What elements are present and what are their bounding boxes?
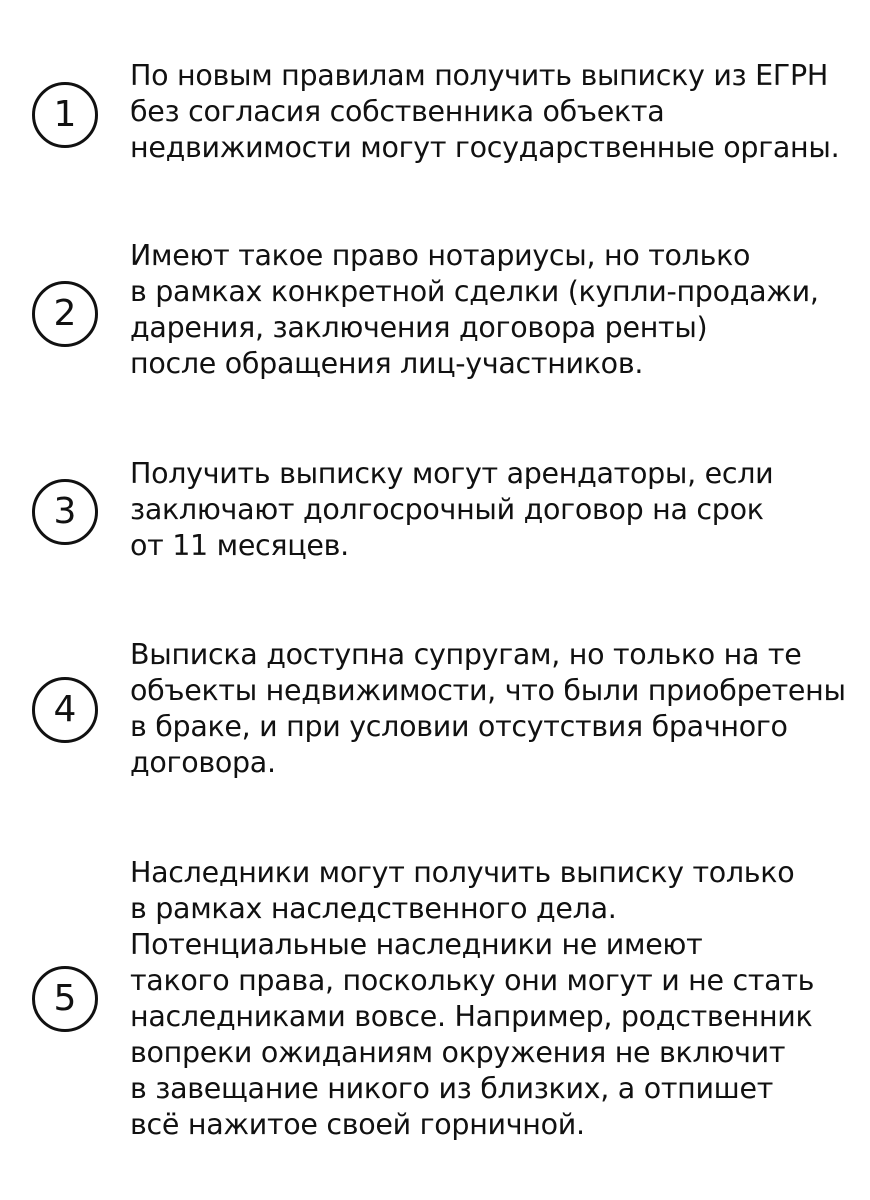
text-line: объекты недвижимости, что были приобретены xyxy=(130,674,846,707)
text-line: без согласия собственника объекта xyxy=(130,95,665,128)
text-line: вопреки ожиданиям окружения не включит xyxy=(130,1036,786,1069)
number-circle-2: 2 xyxy=(32,281,98,347)
text-line: Выписка доступна супругам, но только на те xyxy=(130,638,802,671)
number-circle-1: 1 xyxy=(32,82,98,148)
text-line: Получить выписку могут арендаторы, если xyxy=(130,457,774,490)
text-line: такого права, поскольку они могут и не стать xyxy=(130,964,815,997)
text-line: недвижимости могут государственные органы. xyxy=(130,131,840,164)
item-text-5 xyxy=(130,855,860,1143)
text-line: в браке, и при условии отсутствия брачного xyxy=(130,710,788,743)
item-text-4 xyxy=(130,637,860,781)
text-line: По новым правилам получить выписку из ЕГРН xyxy=(130,59,828,92)
number-circle-5: 5 xyxy=(32,966,98,1032)
text-line: в рамках конкретной сделки (купли-продажи, xyxy=(130,275,819,308)
text-line: после обращения лиц-участников. xyxy=(130,347,644,380)
text-line: всё нажитое своей горничной. xyxy=(130,1108,585,1141)
number-circle-3: 3 xyxy=(32,479,98,545)
text-line: договора. xyxy=(130,746,276,779)
text-line: Наследники могут получить выписку только xyxy=(130,856,795,889)
item-text-2 xyxy=(130,238,860,382)
text-line: дарения, заключения договора ренты) xyxy=(130,311,708,344)
text-line: от 11 месяцев. xyxy=(130,529,349,562)
item-text-1 xyxy=(130,58,860,166)
text-line: в завещание никого из близких, а отпишет xyxy=(130,1072,773,1105)
text-line: в рамках наследственного дела. xyxy=(130,892,617,925)
text-line: наследниками вовсе. Например, родственник xyxy=(130,1000,813,1033)
text-line: заключают долгосрочный договор на срок xyxy=(130,493,764,526)
number-circle-4: 4 xyxy=(32,677,98,743)
text-line: Имеют такое право нотариусы, но только xyxy=(130,239,751,272)
item-text-3 xyxy=(130,456,860,564)
text-line: Потенциальные наследники не имеют xyxy=(130,928,703,961)
